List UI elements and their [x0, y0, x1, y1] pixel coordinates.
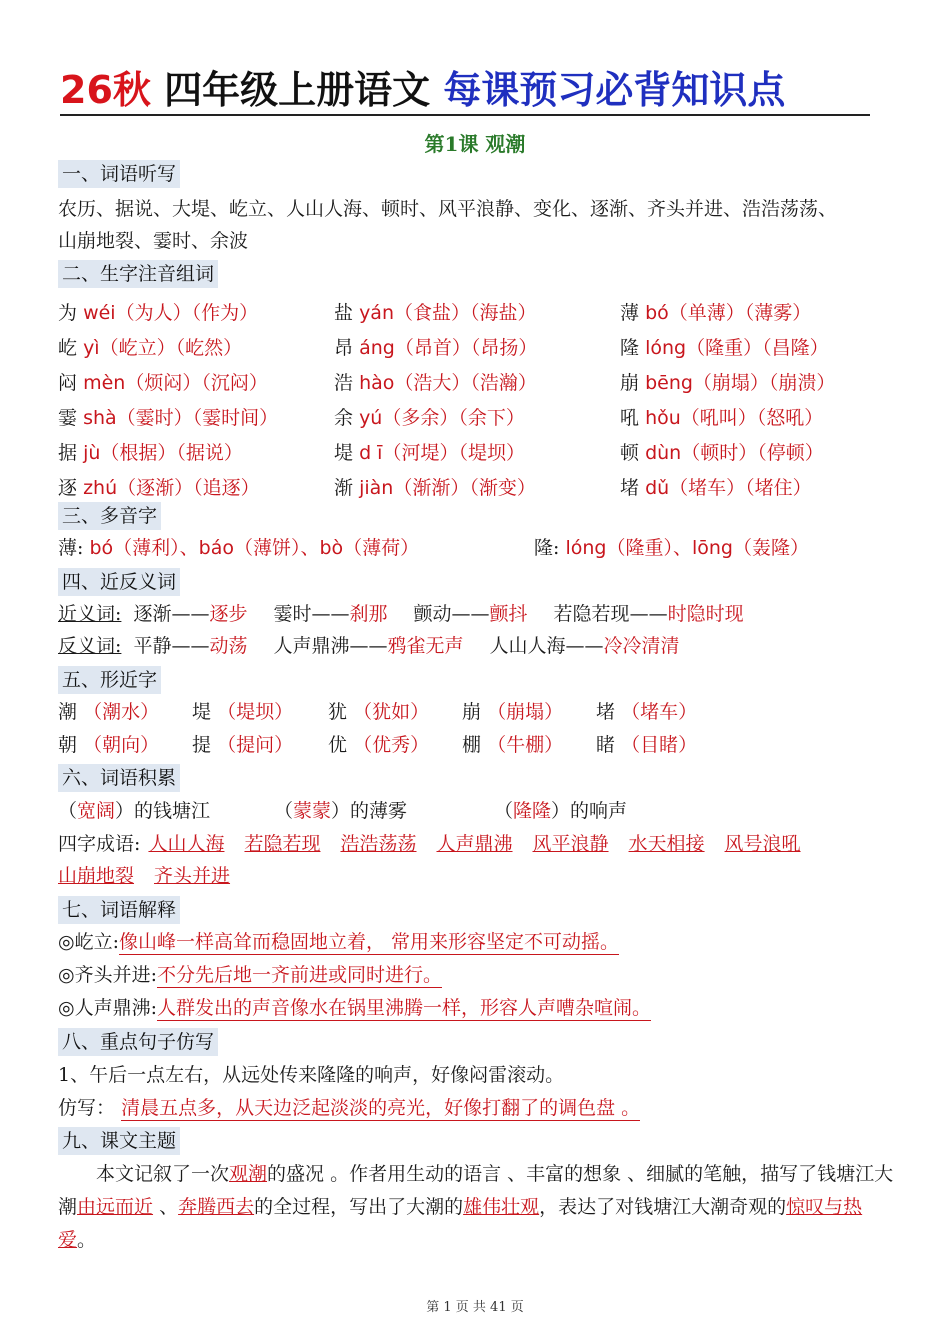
section-heading-similar-chars: 五、形近字 — [58, 666, 161, 694]
idiom-label: 四字成语: — [58, 833, 141, 855]
word: 平静 — [133, 635, 172, 657]
paired-word: 动荡 — [209, 635, 248, 657]
word-pair — [490, 635, 680, 657]
character: 昂 — [334, 337, 354, 359]
section-heading-synonyms: 四、近反义词 — [58, 568, 180, 596]
idiom: 人声鼎沸 — [436, 833, 513, 855]
imitation-text: 清晨五点多，从天边泛起淡淡的亮光，好像打翻了的调色盘 。 — [121, 1097, 641, 1119]
character: 隆 — [620, 337, 640, 359]
idiom: 山崩地裂 — [58, 865, 135, 887]
character-words: （昂首）（昂扬） — [394, 337, 538, 359]
character-entry — [620, 404, 823, 432]
similar-char-entry — [58, 698, 159, 726]
word: 人山人海 — [489, 635, 566, 657]
character: 堵 — [596, 701, 616, 723]
idiom: 风号浪吼 — [724, 833, 801, 855]
dash: —— — [171, 603, 210, 625]
character: 盐 — [334, 302, 354, 324]
section-heading-dictation: 一、词语听写 — [58, 160, 180, 188]
title-term: 26秋 — [60, 68, 151, 112]
character-word: （朝向） — [83, 734, 160, 756]
character: 薄 — [620, 302, 640, 324]
phrase-noun: 的钱塘江 — [134, 800, 211, 822]
phrase-entry: （隆隆）的响声 — [494, 800, 628, 822]
character-words: （烦闷）（沉闷） — [125, 372, 268, 394]
similar-char-entry — [58, 731, 159, 759]
character-words: （浩大）（浩瀚） — [394, 372, 537, 394]
synonym-line — [58, 600, 744, 628]
similar-char-entry — [328, 731, 429, 759]
title-topic: 每课预习必背知识点 — [443, 68, 786, 112]
dictation-line-2: 山崩地裂、霎时、余波 — [58, 230, 249, 252]
lesson-title: 第1课 观潮 — [424, 132, 526, 156]
character-entry — [334, 474, 536, 502]
word: 颤动 — [413, 603, 452, 625]
idiom: 齐头并进 — [154, 865, 231, 887]
character-words: （崩塌）（崩溃） — [692, 372, 836, 394]
paired-word: 时隐时现 — [667, 603, 744, 625]
character: 吼 — [620, 407, 640, 429]
character-word: （犹如） — [353, 701, 430, 723]
theme-text: 的盛况 。作者用生动的语言 、丰富的想象 、细腻的笔触，描写了钱塘江大潮 — [58, 1163, 894, 1218]
character: 提 — [192, 734, 212, 756]
character-word: （崩塌） — [487, 701, 564, 723]
pinyin: yú — [359, 407, 383, 429]
character: 朝 — [58, 734, 78, 756]
character-entry — [620, 474, 812, 502]
character-entry — [58, 334, 242, 362]
definition-row — [58, 928, 619, 956]
character: 闷 — [58, 372, 78, 394]
section-heading-sentence: 八、重点句子仿写 — [58, 1028, 218, 1056]
polyphone-bo — [58, 534, 419, 562]
page-footer: 第 1 页 共 41 页 — [426, 1300, 524, 1315]
idiom: 人山人海 — [148, 833, 225, 855]
pinyin: hǒu — [645, 407, 681, 429]
synonym-label: 近义词: — [58, 603, 122, 625]
character: 堤 — [192, 701, 212, 723]
phrase-blank: 隆隆 — [513, 800, 552, 822]
character-entry — [58, 404, 278, 432]
character-entry — [334, 439, 525, 467]
similar-char-entry — [328, 698, 429, 726]
character: 余 — [334, 407, 354, 429]
theme-keyword: 由远而近 — [77, 1196, 154, 1218]
section-heading-characters: 二、生字注音组词 — [58, 260, 218, 288]
theme-paragraph — [58, 1158, 898, 1257]
section-heading-definitions: 七、词语解释 — [58, 896, 180, 924]
definition-text: 像山峰一样高耸而稳固地立着， 常用来形容坚定不可动摇。 — [118, 931, 620, 953]
dash: —— — [311, 603, 350, 625]
character-entry — [620, 299, 811, 327]
theme-keyword: 雄伟壮观 — [463, 1196, 540, 1218]
character-words: （隆重）（昌隆） — [686, 337, 829, 359]
pinyin: dùn — [645, 442, 682, 464]
title-grade: 四年级上册语文 — [164, 68, 431, 112]
character: 堤 — [334, 442, 354, 464]
similar-char-entry — [192, 698, 293, 726]
pinyin: jiàn — [359, 477, 394, 499]
character: 顿 — [620, 442, 640, 464]
character: 屹 — [58, 337, 78, 359]
theme-keyword: 奔腾西去 — [178, 1196, 255, 1218]
paired-word: 鸦雀无声 — [387, 635, 464, 657]
character-word: （堵车） — [621, 701, 698, 723]
theme-text: 、 — [153, 1196, 179, 1218]
character: 棚 — [462, 734, 482, 756]
character-word: （堤坝） — [217, 701, 294, 723]
definition-term: ◎屹立: — [58, 931, 119, 953]
theme-text: 。 — [77, 1229, 97, 1251]
character-word: （目睹） — [621, 734, 698, 756]
phrase-blank: 蒙蒙 — [293, 800, 332, 822]
character-entry — [620, 439, 824, 467]
character: 潮 — [58, 701, 78, 723]
character-words: （屹立）（屹然） — [99, 337, 243, 359]
character-entry — [334, 404, 525, 432]
character: 浩 — [334, 372, 354, 394]
character-words: （食盐）（海盐） — [394, 302, 537, 324]
word-pair — [133, 635, 247, 657]
antonym-label: 反义词: — [58, 635, 122, 657]
theme-text: ，表达了对钱塘江大潮奇观的 — [539, 1196, 787, 1218]
similar-char-entry — [462, 698, 563, 726]
word-pair — [414, 603, 528, 625]
pinyin: zhú — [83, 477, 118, 499]
paired-word: 颤抖 — [489, 603, 528, 625]
pinyin: mèn — [83, 372, 126, 394]
character: 优 — [328, 734, 348, 756]
phrase-noun: 的薄雾 — [350, 800, 408, 822]
phrase-noun: 的响声 — [570, 800, 628, 822]
pinyin: d ī — [359, 442, 383, 464]
polyphone-long-items: lóng（隆重）、lōng（轰隆） — [565, 537, 809, 559]
character: 为 — [58, 302, 78, 324]
pinyin: bó — [645, 302, 669, 324]
imitation-sentence — [58, 1094, 640, 1122]
character-entry — [334, 334, 537, 362]
character: 渐 — [334, 477, 354, 499]
pinyin: wéi — [83, 302, 116, 324]
character: 霎 — [58, 407, 78, 429]
similar-char-entry — [596, 731, 697, 759]
dash: —— — [349, 635, 388, 657]
word: 若隐若现 — [553, 603, 630, 625]
character-words: （逐渐）（追逐） — [117, 477, 260, 499]
example-sentence: 1、午后一点左右，从远处传来隆隆的响声，好像闷雷滚动。 — [58, 1064, 565, 1086]
idiom: 风平浪静 — [532, 833, 609, 855]
character: 睹 — [596, 734, 616, 756]
character-words: （堵车）（堵住） — [669, 477, 812, 499]
character-words: （霎时）（霎时间） — [116, 407, 279, 429]
character-words: （渐渐）（渐变） — [393, 477, 536, 499]
imitation-label: 仿写： — [58, 1097, 116, 1119]
similar-char-entry — [596, 698, 697, 726]
polyphone-bo-items: bó（薄利）、báo（薄饼）、bò（薄荷） — [89, 537, 420, 559]
paired-word: 冷冷清清 — [603, 635, 680, 657]
antonym-line — [58, 632, 680, 660]
phrase-blank: 宽阔 — [77, 800, 116, 822]
character: 崩 — [462, 701, 482, 723]
character-entry — [58, 369, 268, 397]
idiom: 浩浩荡荡 — [340, 833, 417, 855]
character-words: （吼叫）（怒吼） — [680, 407, 824, 429]
idiom-line-1 — [58, 830, 801, 858]
character-entry — [620, 334, 829, 362]
polyphone-long-label: 隆: — [534, 537, 560, 559]
definition-text: 不分先后地一齐前进或同时进行。 — [156, 964, 442, 986]
pinyin: jù — [83, 442, 101, 464]
character-entry — [334, 369, 537, 397]
paired-word: 刹那 — [349, 603, 388, 625]
theme-keyword: 惊叹与热爱 — [58, 1196, 863, 1251]
character-word: （提问） — [217, 734, 294, 756]
definition-row — [58, 961, 442, 989]
dash: —— — [629, 603, 668, 625]
pinyin: áng — [359, 337, 395, 359]
page-title — [60, 66, 870, 116]
word: 逐渐 — [133, 603, 172, 625]
polyphone-bo-label: 薄: — [58, 537, 84, 559]
word: 霎时 — [273, 603, 312, 625]
character-entry — [620, 369, 835, 397]
word-pair — [554, 603, 744, 625]
dash: —— — [451, 603, 490, 625]
character-word: （潮水） — [83, 701, 160, 723]
character: 堵 — [620, 477, 640, 499]
paired-word: 逐步 — [209, 603, 248, 625]
character-words: （河堤）（堤坝） — [382, 442, 525, 464]
section-heading-polyphones: 三、多音字 — [58, 502, 161, 530]
character-words: （多余）（余下） — [382, 407, 525, 429]
dash: —— — [565, 635, 604, 657]
character-words: （单薄）（薄雾） — [668, 302, 812, 324]
similar-char-entry — [462, 731, 563, 759]
theme-keyword: 观潮 — [229, 1163, 268, 1185]
definition-text: 人群发出的声音像水在锅里沸腾一样，形容人声嘈杂喧闹。 — [156, 997, 651, 1019]
character: 据 — [58, 442, 78, 464]
pinyin: bēng — [645, 372, 693, 394]
similar-char-entry — [192, 731, 293, 759]
character-word: （优秀） — [353, 734, 430, 756]
pinyin: hào — [359, 372, 395, 394]
word: 人声鼎沸 — [273, 635, 350, 657]
pinyin: yán — [359, 302, 394, 324]
word-pair — [133, 603, 247, 625]
character-entry — [58, 299, 258, 327]
idiom: 若隐若现 — [244, 833, 321, 855]
dictation-line-1: 农历、据说、大堤、屹立、人山人海、顿时、风平浪静、变化、逐渐、齐头并进、浩浩荡荡、 — [58, 198, 838, 220]
section-heading-theme: 九、课文主题 — [58, 1127, 180, 1155]
phrase-entry: （蒙蒙）的薄雾 — [274, 800, 408, 822]
character: 犹 — [328, 701, 348, 723]
character-words: （顿时）（停顿） — [681, 442, 824, 464]
phrase-entry: （宽阔）的钱塘江 — [58, 800, 211, 822]
theme-text: 本文记叙了一次 — [96, 1163, 230, 1185]
pinyin: dǔ — [645, 477, 670, 499]
polyphone-long — [534, 534, 809, 562]
pinyin: shà — [83, 407, 117, 429]
character: 逐 — [58, 477, 78, 499]
dash: —— — [171, 635, 210, 657]
word-pair — [273, 635, 463, 657]
idiom-line-2 — [58, 862, 250, 890]
pinyin: lóng — [645, 337, 687, 359]
pinyin: yì — [83, 337, 100, 359]
definition-term: ◎齐头并进: — [58, 964, 157, 986]
idiom: 水天相接 — [628, 833, 705, 855]
word-pair — [273, 603, 387, 625]
definition-term: ◎人声鼎沸: — [58, 997, 157, 1019]
character-entry — [58, 474, 260, 502]
section-heading-vocabulary: 六、词语积累 — [58, 764, 180, 792]
character-words: （为人）（作为） — [115, 302, 259, 324]
character: 崩 — [620, 372, 640, 394]
character-word: （牛棚） — [487, 734, 564, 756]
character-entry — [58, 439, 243, 467]
theme-text: 的全过程，写出了大潮的 — [254, 1196, 464, 1218]
character-entry — [334, 299, 537, 327]
character-words: （根据）（据说） — [100, 442, 243, 464]
definition-row — [58, 994, 651, 1022]
